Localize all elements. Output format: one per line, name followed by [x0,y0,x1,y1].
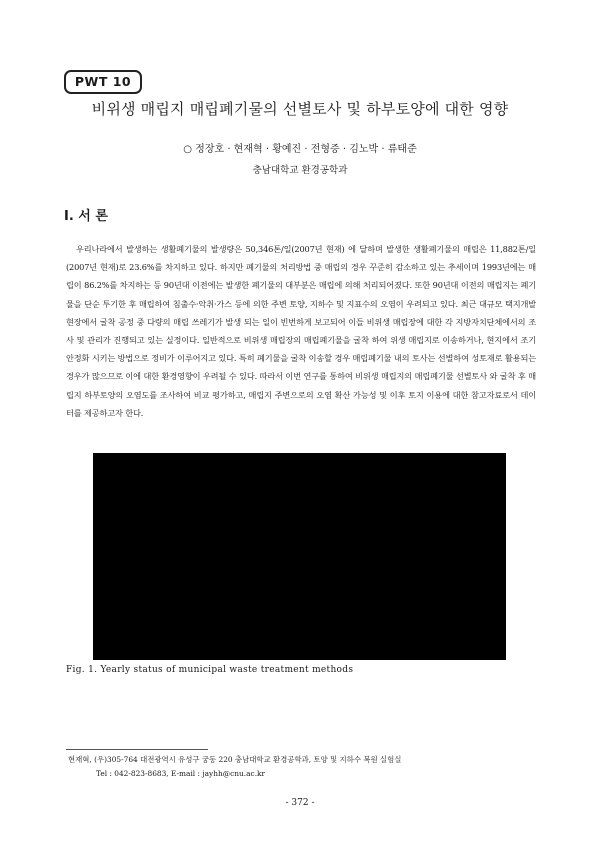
section-heading-introduction: I. 서 론 [64,209,108,224]
footnote-address: 현재혁, (우)305-764 대전광역시 유성구 궁동 220 충남대학교 환경공학과, 토양 및 지하수 복원 실험실 [68,755,402,764]
paper-title: 비위생 매립지 매립폐기물의 선별토사 및 하부토양에 대한 영향 [91,100,509,118]
session-badge: PWT 10 [64,70,142,94]
footnote-contact: Tel : 042-823-8683, E-mail : jayhh@cnu.ac.kr [96,769,266,778]
affiliation: 충남대학교 환경공학과 [252,165,348,176]
page-number: - 372 - [285,798,315,808]
figure-image [93,453,506,660]
figure-caption: Fig. 1. Yearly status of municipal waste treatment methods [66,665,354,675]
introduction-body: 우리나라에서 발생하는 생활폐기물의 발생량은 50,346톤/일(2007년 현재) 에 달하며 발생한 생활폐기물의 매립은 11,882톤/일(2007년 현재)로 23.6%를 차지하고 있다. 하지만 폐기물의 처리방법 중 매립의 경우 꾸준히 감소하고 있는 추세이며 1993년에는 매립이 86.2%를 차지하는 등 90년대 이전에는 발생한 폐기물의 대부분은 매립에 의해 처리되어졌다. 또한 90년대 이전의 매립지는 폐기물을 단순 투기한 후 매립하여 침출수·악취·가스 등에 의한 주변 토양, 지하수 및 지표수의 오염이 우려되고 있다. 최근 대규모 택지개발 현장에서 굴착 공정 중 다량의 매립 쓰레기가 발생 되는 일이 빈번하게 보고되어 이들 비위생 매립장에 대한 각 지방자치단체에서의 조사 및 관리가 진행되고 있는 실정이다. 일반적으로 비위생 매립장의 매립폐기물을 굴착 하여 위생 매립지로 이송하거나, 현지에서 조기 안정화 시키는 방법으로 정비가 이루어지고 있다. 특히 폐기물을 굴착 이송할 경우 매립폐기물 내의 토사는 선별하여 성토재로 활용되는 경우가 많으므로 이에 대한 환경영향이 우려될 수 있다. 따라서 이번 연구를 통하여 비위생 매립지의 매립폐기물 선별토사 와 굴착 후 매립지 하부토양의 오염도를 조사하여 비교 평가하고, 매립지 주변으로의 오염 확산 가능성 및 이후 토지 이용에 대한 참고자료로서 데이터를 제공하고자 한다. [66,244,536,418]
footnote-divider [66,749,208,750]
author-list: ○ 정장호 · 현재혁 · 황예진 · 전형증 · 김노박 · 류태준 [183,144,417,155]
